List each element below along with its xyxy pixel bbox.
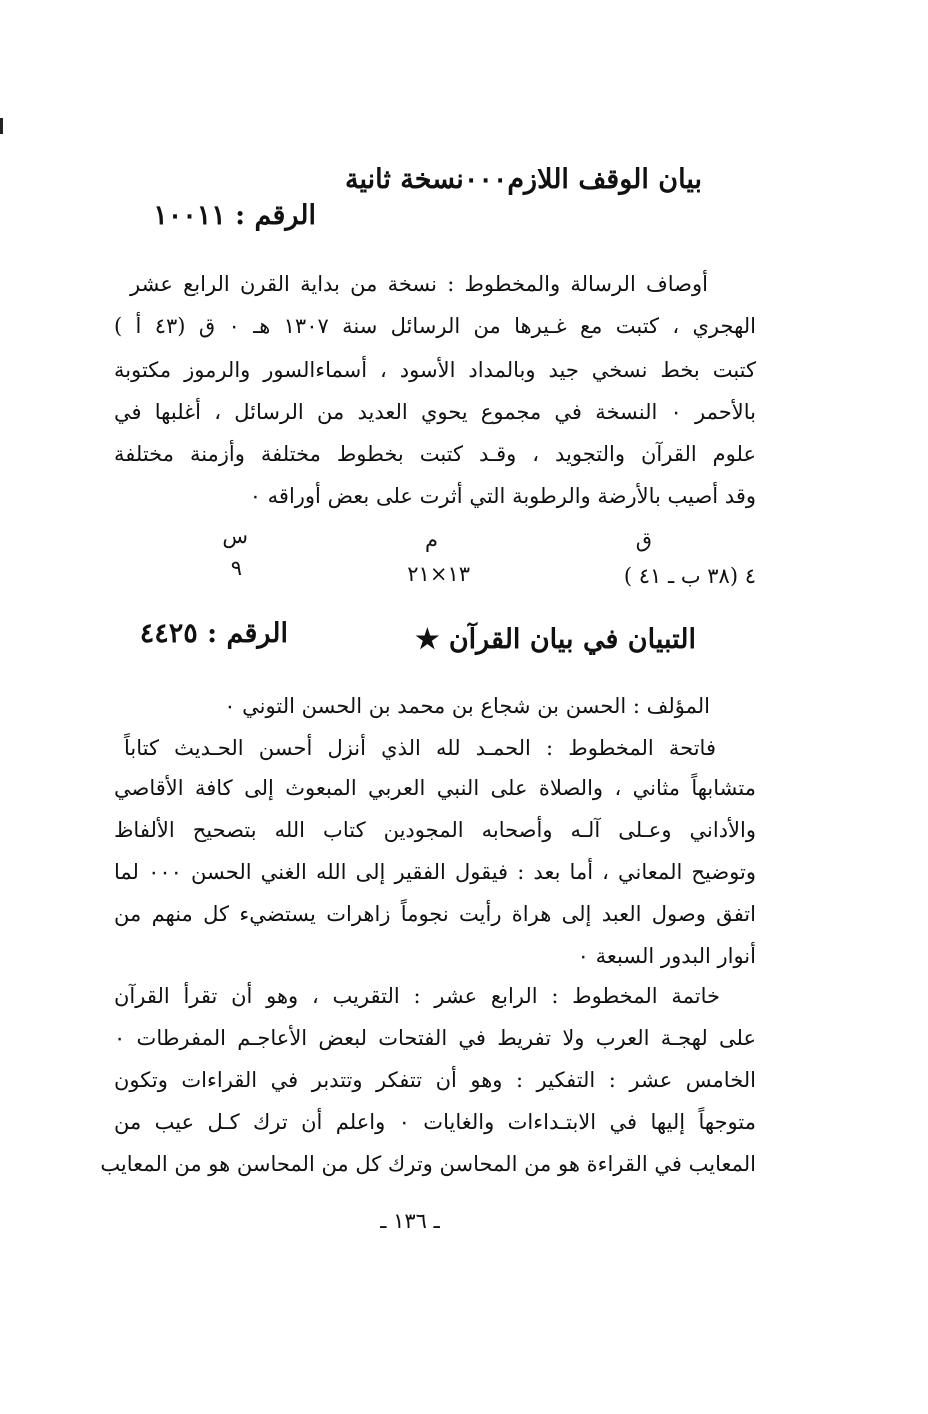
entry-2-record-number: الرقم : ٤٤٢٥	[139, 618, 288, 649]
page-number: ـ ١٣٦ ـ	[380, 1209, 440, 1233]
entry-2-opening-line: فاتحة المخطوط : الحمـد لله الذي أنزل أحسن الحـديث كتاباً	[124, 736, 716, 760]
entry-2-closing-line: الخامس عشر : التفكير : وهو أن تتفكر وتتدبر في القراءات وتكون	[114, 1068, 756, 1092]
table-value-q: ٤ (٣٨ ب ـ ٤١ )	[623, 564, 756, 588]
entry-1-description-line: علوم القرآن والتجويد ، وقـد كتبت بخطوط مختلفة وأزمنة مختلفة	[114, 442, 756, 466]
table-header-m: م	[424, 528, 438, 552]
entry-1-title: بيان الوقف اللازم٠٠٠نسخة ثانية	[345, 164, 702, 195]
entry-2-author-line: المؤلف : الحسن بن شجاع بن محمد بن الحسن التوني ٠	[224, 694, 710, 718]
scan-edge-mark	[0, 118, 3, 134]
table-value-m: ١٣×٢١	[407, 562, 470, 586]
entry-2-opening-line: وتوضيح المعاني ، أما بعد : فيقول الفقير إلى الله الغني الحسن ٠٠٠ لما	[114, 860, 756, 884]
entry-2-opening-line: اتفق وصول العبد إلى هراة رأيت نجوماً زاهرات يستضيء كل منهم من	[114, 902, 756, 926]
entry-1-description-line: الهجري ، كتبت مع غـيرها من الرسائل سنة ١٣٠٧ هـ ٠ ق (٤٣ أ )	[114, 314, 756, 338]
entry-2-title: التبيان في بيان القرآن ★	[415, 624, 696, 655]
table-value-s: ٩	[230, 556, 242, 580]
entry-2-closing-line: المعايب في القراءة هو من المحاسن وترك كل من المحاسن هو من المعايب	[100, 1152, 756, 1176]
entry-1-description-line: كتبت بخط نسخي جيد وبالمداد الأسود ، أسماءالسور والرموز مكتوبة	[114, 358, 756, 382]
entry-1-description-line: أوصاف الرسالة والمخطوط : نسخة من بداية القرن الرابع عشر	[130, 272, 708, 296]
table-header-q: ق	[635, 528, 652, 552]
entry-1-description-line: بالأحمر ٠ النسخة في مجموع يحوي العديد من الرسائل ، أغلبها في	[114, 400, 756, 424]
entry-2-closing-line: متوجهاً إليها في الابتـداءات والغايات ٠ واعلم أن ترك كـل عيب من	[114, 1110, 756, 1134]
entry-2-closing-line: على لهجـة العرب ولا تفريط في الفتحات لبعض الأعاجـم المفرطات ٠	[114, 1026, 756, 1050]
entry-2-opening-line: والأداني وعـلى آلـه وأصحابه المجودين كتاب الله بتصحيح الألفاظ	[114, 818, 756, 842]
entry-1-description-line: وقد أصيب بالأرضة والرطوبة التي أثرت على بعض أوراقه ٠	[249, 484, 756, 508]
entry-2-opening-line: متشابهاً مثاني ، والصلاة على النبي العربي المبعوث إلى كافة الأقاصي	[114, 776, 756, 800]
entry-2-opening-line: أنوار البدور السبعة ٠	[577, 944, 756, 968]
entry-2-closing-line: خاتمة المخطوط : الرابع عشر : التقريب ، وهو أن تقرأ القرآن	[114, 984, 720, 1008]
entry-1-record-number: الرقم : ١٠٠١١	[153, 200, 316, 231]
table-header-s: س	[222, 524, 248, 548]
